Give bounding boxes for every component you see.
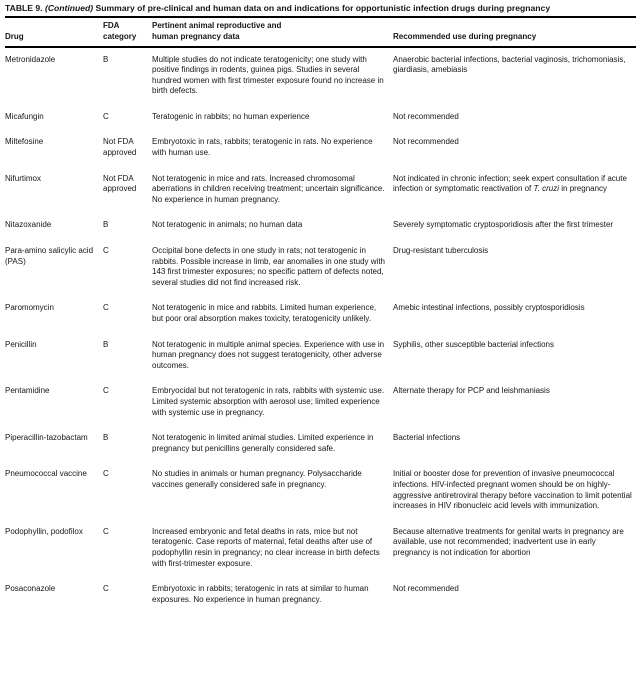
table-row: [5, 433, 636, 454]
table-title-continued: (Continued): [44, 3, 94, 13]
pregnancy-data-cell: Not teratogenic in animals; no human data: [152, 220, 303, 230]
recommended-use-cell: Not recommended: [393, 111, 459, 121]
recommended-use-cell: Not recommended: [393, 584, 459, 594]
column-header-recommended-use-label: Recommended use during pregnancy: [393, 31, 537, 41]
table-row: [5, 246, 636, 288]
fda-category-cell: B: [103, 339, 109, 349]
table-title-rest: Summary of pre-clinical and human data on and indications for opportunistic infection drugs during pregnancy: [93, 3, 551, 13]
recommended-use-cell: Syphilis, other susceptible bacterial infections: [393, 339, 554, 349]
fda-category-cell: C: [103, 111, 109, 121]
table-row: [5, 469, 636, 511]
column-header-fda-category: [103, 21, 152, 42]
recommended-use-cell: Amebic intestinal infections, possibly cryptosporidiosis: [393, 303, 585, 313]
fda-category-cell: C: [103, 246, 109, 256]
recommended-use-cell: [393, 174, 636, 206]
table-row: [5, 303, 636, 324]
use-text-pre: Not indicated in chronic infection; seek expert consultation if acute infection or symptomatic reactivation of: [393, 173, 627, 194]
fda-category-cell: C: [103, 469, 109, 479]
use-text-species-name: T. cruzi: [533, 184, 560, 194]
column-header-fda-line2: category: [103, 31, 137, 41]
fda-category-cell: C: [103, 526, 109, 536]
recommended-use-cell: Not recommended: [393, 137, 459, 147]
drug-cell: Metronidazole: [5, 54, 56, 64]
fda-category-cell: Not FDA approved: [103, 173, 137, 194]
drug-cell: Paromomycin: [5, 303, 54, 313]
fda-category-cell: B: [103, 433, 109, 443]
drug-cell: Miltefosine: [5, 137, 44, 147]
table-row: [5, 527, 636, 569]
pregnancy-data-cell: Embryocidal but not teratogenic in rats, rabbits with systemic use. Limited systemic absorption with aerosol use; limited experience with systemic use in pregnancy.: [152, 386, 385, 417]
column-header-fda-line1: FDA: [103, 21, 120, 30]
pregnancy-data-cell: Occipital bone defects in one study in rats; not teratogenic in rabbits. Possible increase in limb, ear anomalies in one study with 143 first trimester exposures; no specific pattern of defects noted, several studies did not find increased risk.: [152, 246, 386, 287]
table-row: [5, 55, 636, 97]
drug-cell: Podophyllin, podofilox: [5, 526, 83, 536]
recommended-use-cell: Initial or booster dose for prevention of invasive pneumococcal infections. HIV-infected pregnant women should be on highly-aggressive antiretroviral therapy before vaccination to limit potential increases in HIV ribonucleic acid levels with immunization.: [393, 469, 632, 511]
table-header-row: [5, 18, 636, 46]
pregnancy-data-cell: Embryotoxic in rats, rabbits; teratogenic in rats. No experience with human use.: [152, 137, 373, 158]
drug-cell: Nifurtimox: [5, 173, 42, 183]
drug-cell: Para-amino salicylic acid (PAS): [5, 246, 94, 266]
column-header-pregnancy-data: [152, 21, 393, 42]
pregnancy-data-cell: Not teratogenic in mice and rabbits. Limited human experience, but poor oral absorption makes toxicity, teratogenicity unlikely.: [152, 303, 377, 323]
recommended-use-cell: Severely symptomatic cryptosporidiosis after the first trimester: [393, 220, 614, 230]
fda-category-cell: C: [103, 584, 109, 594]
pregnancy-data-cell: Not teratogenic in mice and rats. Increased chromosomal aberrations in children receiving treatment; uncertain significance. No experience in human pregnancy.: [152, 173, 385, 204]
recommended-use-cell: Anaerobic bacterial infections, bacterial vaginosis, trichomoniasis, giardiasis, amebiasis: [393, 54, 626, 75]
drug-cell: Micafungin: [5, 111, 44, 121]
fda-category-cell: B: [103, 220, 109, 230]
column-header-pregnancy-data-line2: human pregnancy data: [152, 31, 240, 41]
table-body: [5, 48, 636, 606]
table-row: [5, 386, 636, 418]
table-row: [5, 112, 636, 123]
drug-cell: Pneumococcal vaccine: [5, 469, 87, 479]
recommended-use-cell: Alternate therapy for PCP and leishmaniasis: [393, 386, 550, 396]
pregnancy-data-cell: Embryotoxic in rabbits; teratogenic in rats at similar to human exposures. No experience in human pregnancy.: [152, 584, 369, 604]
pregnancy-data-cell: No studies in animals or human pregnancy. Polysaccharide vaccines generally considered safe in pregnancy.: [152, 469, 362, 489]
drug-cell: Nitazoxanide: [5, 220, 52, 230]
drug-cell: Pentamidine: [5, 386, 50, 396]
table-row: [5, 220, 636, 231]
pregnancy-data-cell: Teratogenic in rabbits; no human experience: [152, 111, 310, 121]
drug-cell: Posaconazole: [5, 584, 56, 594]
recommended-use-cell: Because alternative treatments for genital warts in pregnancy are available, use not recommended; inadvertent use in early pregnancy is not indication for abortion: [393, 526, 624, 557]
table-row: [5, 584, 636, 605]
recommended-use-cell: Drug-resistant tuberculosis: [393, 246, 489, 256]
column-header-drug: [5, 32, 103, 43]
pregnancy-data-cell: Not teratogenic in multiple animal species. Experience with use in human pregnancy does not suggest teratogenicity, other adverse outcomes.: [152, 339, 385, 370]
fda-category-cell: Not FDA approved: [103, 137, 137, 158]
fda-category-cell: C: [103, 303, 109, 313]
table-row: [5, 137, 636, 158]
pregnancy-data-cell: Multiple studies do not indicate teratogenicity; one study with positive findings in rodents, guinea pigs. Studies in several hundred women with first trimester exposure found no increase in birth defects.: [152, 54, 384, 96]
column-header-recommended-use: [393, 32, 636, 43]
fda-category-cell: B: [103, 54, 109, 64]
drug-cell: Penicillin: [5, 339, 37, 349]
column-header-drug-label: Drug: [5, 31, 24, 41]
table-row: [5, 174, 636, 206]
column-header-pregnancy-data-line1: Pertinent animal reproductive and: [152, 21, 282, 30]
pregnancy-data-cell: Increased embryonic and fetal deaths in rats, mice but not teratogenic. Case reports of maternal, fetal deaths after use of podophyllin resin in pregnancy; no clear increase in birth defects with first-trimester exposure.: [152, 526, 380, 568]
use-text-post: in pregnancy: [559, 184, 608, 194]
pregnancy-data-cell: Not teratogenic in limited animal studies. Limited experience in pregnancy but penicillins generally considered safe.: [152, 433, 374, 453]
drug-cell: Piperacillin-tazobactam: [5, 433, 88, 443]
fda-category-cell: C: [103, 386, 109, 396]
table-title: [5, 3, 636, 14]
recommended-use-cell: Bacterial infections: [393, 433, 461, 443]
table-title-prefix: TABLE 9.: [5, 3, 45, 13]
table-row: [5, 340, 636, 372]
